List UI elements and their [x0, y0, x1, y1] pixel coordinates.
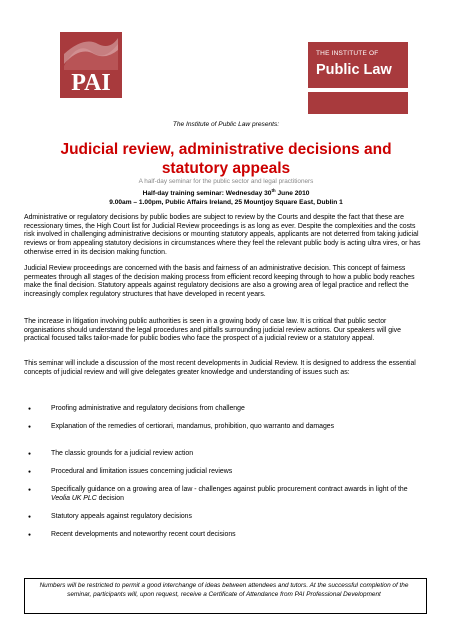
paragraph: This seminar will include a discussion of the most recent developments in Judicial Review. It is designed to address the essential concepts of judicial review and will give delegates greater knowledge and understanding of issues such as: [24, 360, 416, 376]
seminar-details: Half-day training seminar: Wednesday 30th June 2010 9.00am – 1.00pm, Public Affairs Ireland, 25 Mountjoy Square East, Dublin 1 [0, 186, 452, 207]
bullet-icon: ● [28, 424, 32, 430]
bullet-icon: ● [28, 406, 32, 412]
bullet-icon: ● [28, 451, 32, 457]
bullet-icon: ● [28, 487, 32, 493]
ipl-logo [308, 42, 408, 114]
paragraph: Judicial Review proceedings are concerned with the basis and fairness of an administrative decision. This concept of fairness permeates through all stages of the decision making process from efficient record keeping through to how a public body reaches make the final decision. Statutory appeals against regulatory decisions are also a growing area of legal practice and reflect the increasingly complex regulatory structures that have developed in recent years. [24, 265, 415, 299]
bullet-icon: ● [28, 469, 32, 475]
subtitle: A half-day seminar for the public sector and legal practitioners [138, 178, 314, 185]
pai-logo [58, 30, 124, 100]
paragraph: The increase in litigation involving public authorities is seen in a growing body of case law. It is critical that public sector organisations should understand the legal procedures and pitfalls surrounding judicial review actions. Our speakers will give practical focused talks tailor-made for public bodies who face the prospect of a judicial review or a statutory appeal. [24, 318, 401, 343]
footer-notice [24, 578, 427, 614]
bullet-icon: ● [28, 514, 32, 520]
bullet-icon: ● [28, 532, 32, 538]
pai-logo-graphic [58, 30, 124, 100]
seminar-venue: 9.00am – 1.00pm, Public Affairs Ireland, 25 Mountjoy Square East, Dublin 1 [109, 199, 343, 207]
pai-logo-text: PAI [71, 70, 111, 96]
paragraph: Administrative or regulatory decisions by public bodies are subject to review by the Courts and despite the fact that these are recessionary times, the High Court list for Judicial Review proceedings is as long as ever. Despite the complexities and the costs risk involved in challenging administrative decisions or mounting statutory appeals, applicants are not deterred from taking judicial reviews or from appealing statutory decisions in circumstances where they feel the relevant public body is acting ultra vires, or has otherwise erred in its decision making function. [24, 214, 421, 256]
footer-text: Numbers will be restricted to permit a good interchange of ideas between attendees and tutors. At the successful completion of the seminar, participants will, upon request, receive a Certificate of Attendance from PAI Professional Development [39, 582, 409, 598]
page-title: Judicial review, administrative decisions and statutory appeals [60, 141, 392, 177]
ipl-logo-big: Public Law [316, 62, 392, 78]
document-page: PAI THE INSTITUTE OF Public Law The Institute of Public Law presents: Judicial review, administrative decisions and statutory appeals A half-day seminar for the public sector and legal practitioners Half-day training seminar: Wednesday 30th June 2010 9.00am – 1.00pm, Public Affairs Ireland, 25 Mountjoy Square East, Dublin 1 Administrative or regulatory decisions by public bodies are subject to review by the Courts and despite the fact that these are recessionary times, the High Court list for Judicial Review proceedings is as long as ever. Despite the complexities and the costs risk involved in challenging administrative decisions or mounting statutory appeals, applicants are not deterred from taking judicial reviews or from appealing statutory decisions in circumstances where they feel the relevant public body is acting ultra vires, or has otherwise erred in its decision making function. Judicial Review proceedings are concerned with the basis and fairness of an administrative decision. This concept of fairness permeates through all stages of the decision making process from efficient record keeping through to how a public body reaches make the final decision. Statutory appeals against regulatory decisions are also a growing area of legal practice and reflect the increasingly complex regulatory structures that have developed in recent years. The increase in litigation involving public authorities is seen in a growing body of case law. It is critical that public sector organisations should understand the legal procedures and pitfalls surrounding judicial review actions. Our speakers will give practical focused talks tailor-made for public bodies who face the prospect of a judicial review or a statutory appeal. This seminar will include a discussion of the most recent developments in Judicial Review. It is designed to address the essential concepts of judicial review and will give delegates greater knowledge and understanding of issues such as: ● Proofing administrative and regulatory decisions from challenge ● Explanation of the remedies of certiorari, mandamus, prohibition, quo warranto and damages ● The classic grounds for a judicial review action ● Procedural and limitation issues concerning judicial reviews ● Specifically guidance on a growing area of law - challenges against public procurement contract awards in light of the Veolia UK PLC decision ● Statutory appeals against regulatory decisions ● Recent developments and noteworthy recent court decisions Numbers will be restricted to permit a good interchange of ideas between attendees and tutors. At the successful completion of the seminar, participants will, upon request, receive a Certificate of Attendance from PAI Professional Development [0, 0, 452, 640]
ipl-logo-small: THE INSTITUTE OF [316, 50, 379, 57]
presents-line: The Institute of Public Law presents: [172, 121, 280, 128]
